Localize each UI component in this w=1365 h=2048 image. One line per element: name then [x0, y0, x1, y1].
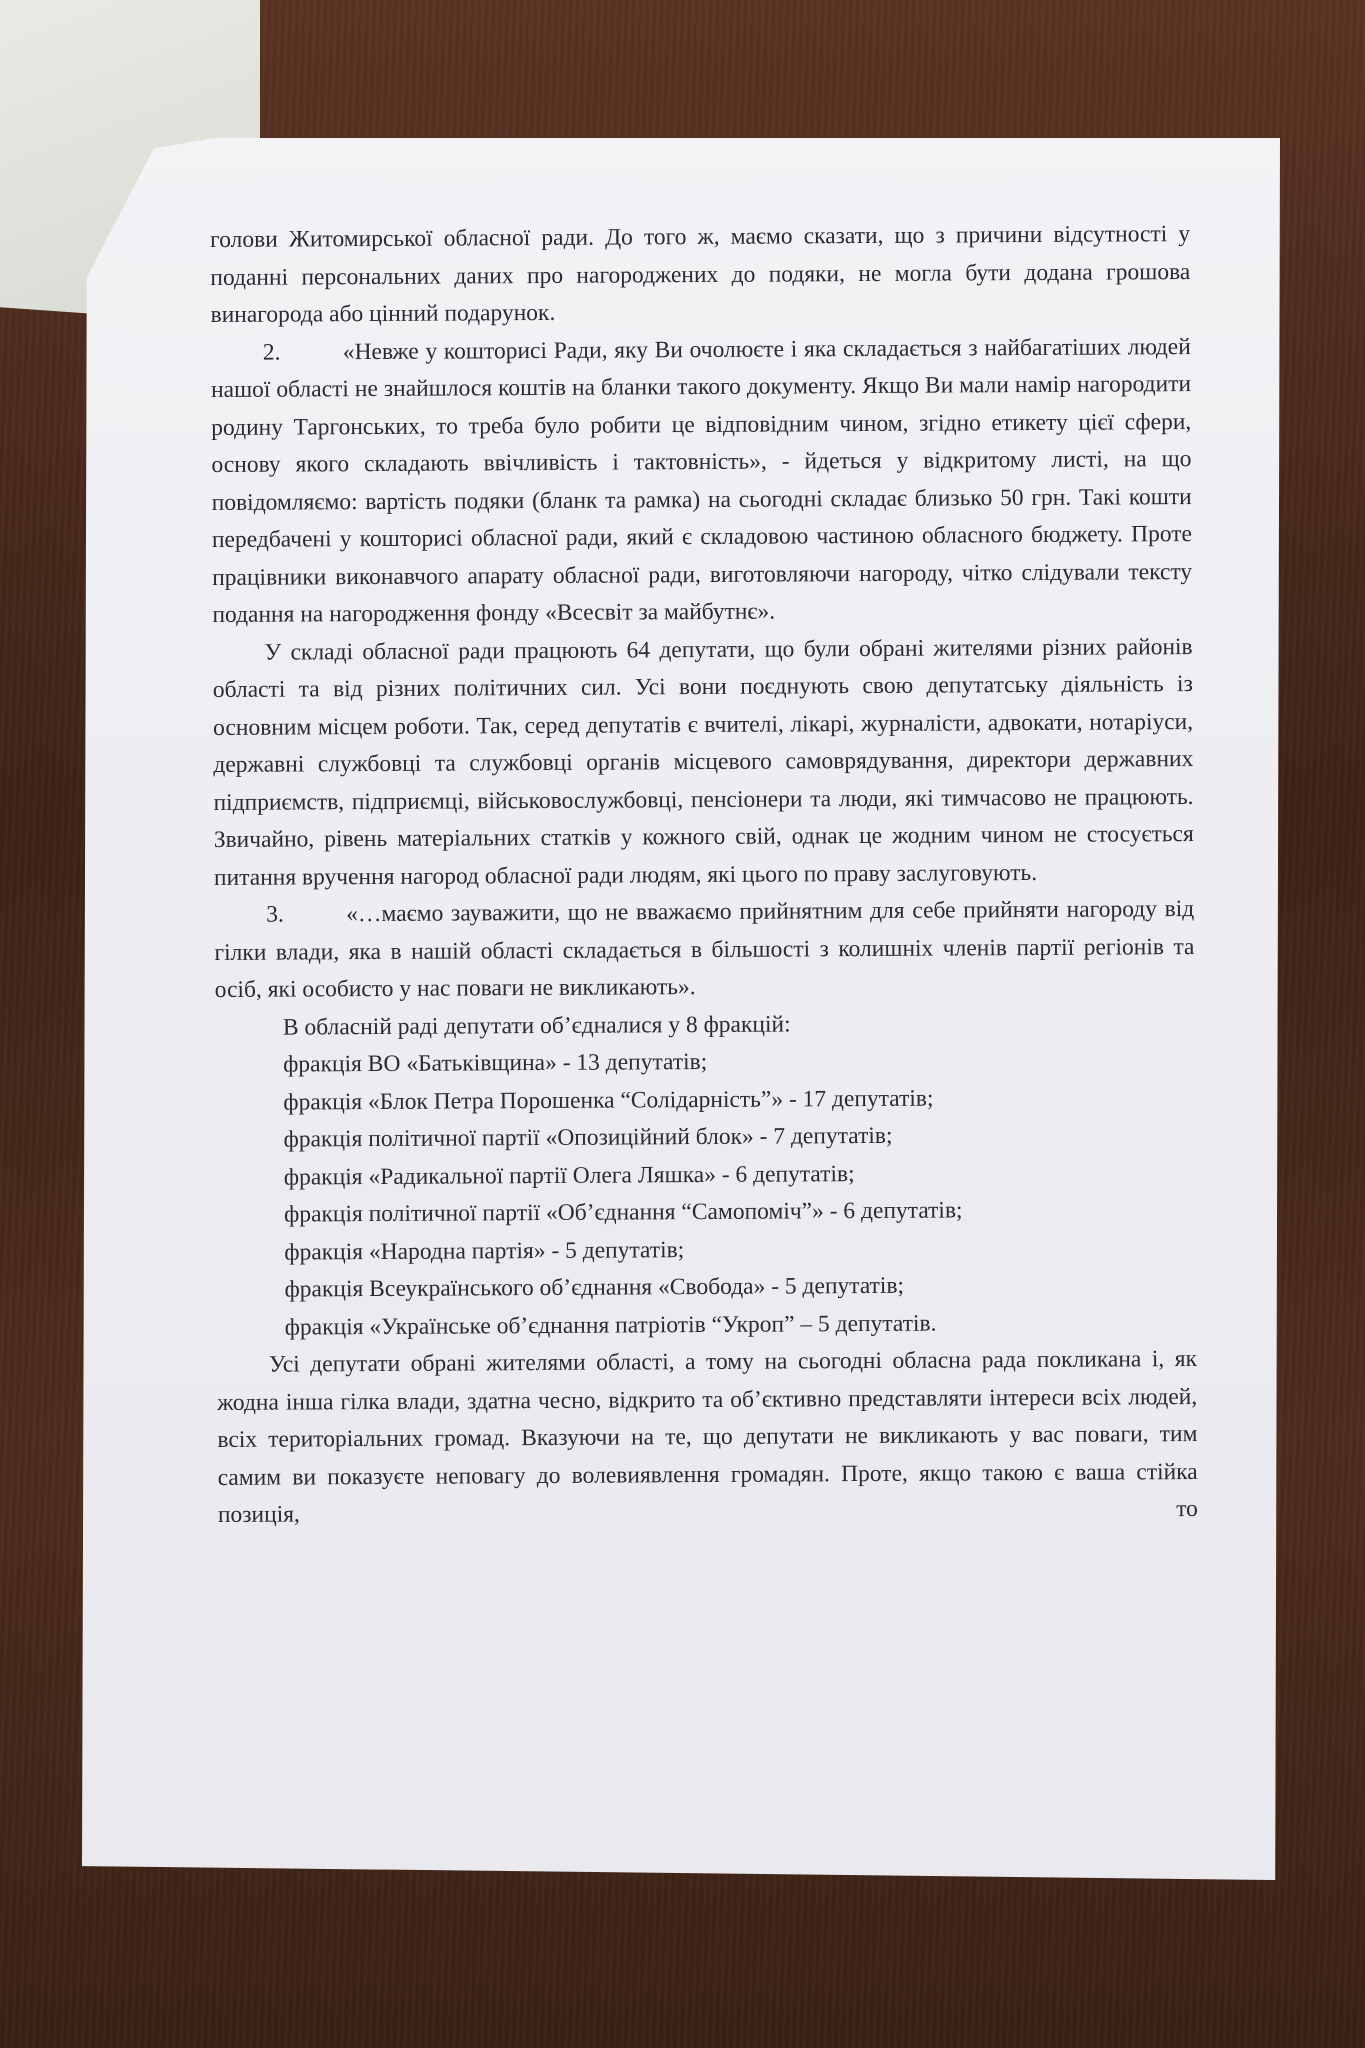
- faction-item: фракція «Українське об’єднання патріотів “Укроп” – 5 депутатів.: [284, 1310, 937, 1341]
- faction-item: фракція ВО «Батьківщина» - 13 депутатів;: [283, 1048, 708, 1078]
- item-3: [214, 891, 1195, 1009]
- faction-item: фракція Всеукраїнського об’єднання «Свобода» - 5 депутатів;: [284, 1272, 905, 1303]
- item-2: [211, 329, 1193, 635]
- item-3-text: «…маємо зауважити, що не вважаємо прийнятним для себе прийняти нагороду від гілки влади, яка в нашій області складається в більшості з колишніх членів партії регіонів та осіб, які особисто у нас поваги не викликають».: [214, 896, 1195, 1003]
- faction-item: фракція політичної партії «Об’єднання “Самопоміч”» - 6 депутатів;: [283, 1197, 963, 1228]
- paragraph-deputies: У складі обласної ради працюють 64 депутати, що були обрані жителями різних районів області та від різних політичних сил. Усі вони поєднують свою депутатську діяльність із основним місцем роботи. Так, серед депутатів є вчителі, лікарі, журналісти, адвокати, нотаріуси, державні службовці та службовці органів місцевого самоврядування, директори державних підприємств, підприємці, військовослужбовці, пенсіонери та люди, які тимчасово не працюють. Звичайно, рівень матеріальних статків у кожного свій, однак це жодним чином не стосується питання вручення нагород обласної ради людям, які цього по праву заслуговують.: [212, 633, 1194, 891]
- faction-item: фракція політичної партії «Опозиційний блок» - 7 депутатів;: [283, 1122, 893, 1153]
- document-body: [210, 216, 1198, 1534]
- item-2-number: 2.: [262, 339, 281, 366]
- faction-item: фракція «Радикальної партії Олега Ляшка» - 6 депутатів;: [283, 1160, 855, 1191]
- factions-intro: В обласній раді депутати об’єдналися у 8 фракцій:: [282, 1010, 791, 1041]
- paragraph-intro: голови Житомирської обласної ради. До того ж, маємо сказати, що з причини відсутності у поданні персональних даних про нагороджених до подяки, не могла бути додана грошова винагорода або цінний подарунок.: [210, 221, 1191, 328]
- paragraph-final: Усі депутати обрані жителями області, а тому на сьогодні обласна рада покликана і, як жодна інша гілка влади, здатна чесно, відкрито та об’єктивно представляти інтереси всіх людей, всіх територіальних громад. Вказуючи на те, що депутати не викликають у вас поваги, тим самим ви показуєте неповагу до волевиявлення громадян. Проте, якщо такою є ваша стійка позиція, то: [217, 1345, 1198, 1528]
- item-3-number: 3.: [266, 901, 284, 928]
- faction-item: фракція «Народна партія» - 5 депутатів;: [284, 1236, 685, 1266]
- faction-item: фракція «Блок Петра Порошенка “Солідарність”» - 17 депутатів;: [283, 1085, 934, 1116]
- item-2-text: «Невже у кошторисі Ради, яку Ви очолюєте і яка складається з найбагатіших людей нашої області не знайшлося коштів на бланки такого документу. Якщо Ви мали намір нагородити родину Таргонських, то треба було робити це відповідним чином, згідно етикету цієї сфери, основу якого складають ввічливість і тактовність», - йдеться у відкритому листі, на що повідомляємо: вартість подяки (бланк та рамка) на сьогодні складає близько 50 грн. Такі кошти передбачені у кошторисі обласної ради, який є складовою частиною обласного бюджету. Проте працівники виконавчого апарату обласної ради, виготовляючи нагороду, чітко слідували тексту подання на нагородження фонду «Всесвіт за майбутнє».: [210, 333, 1193, 628]
